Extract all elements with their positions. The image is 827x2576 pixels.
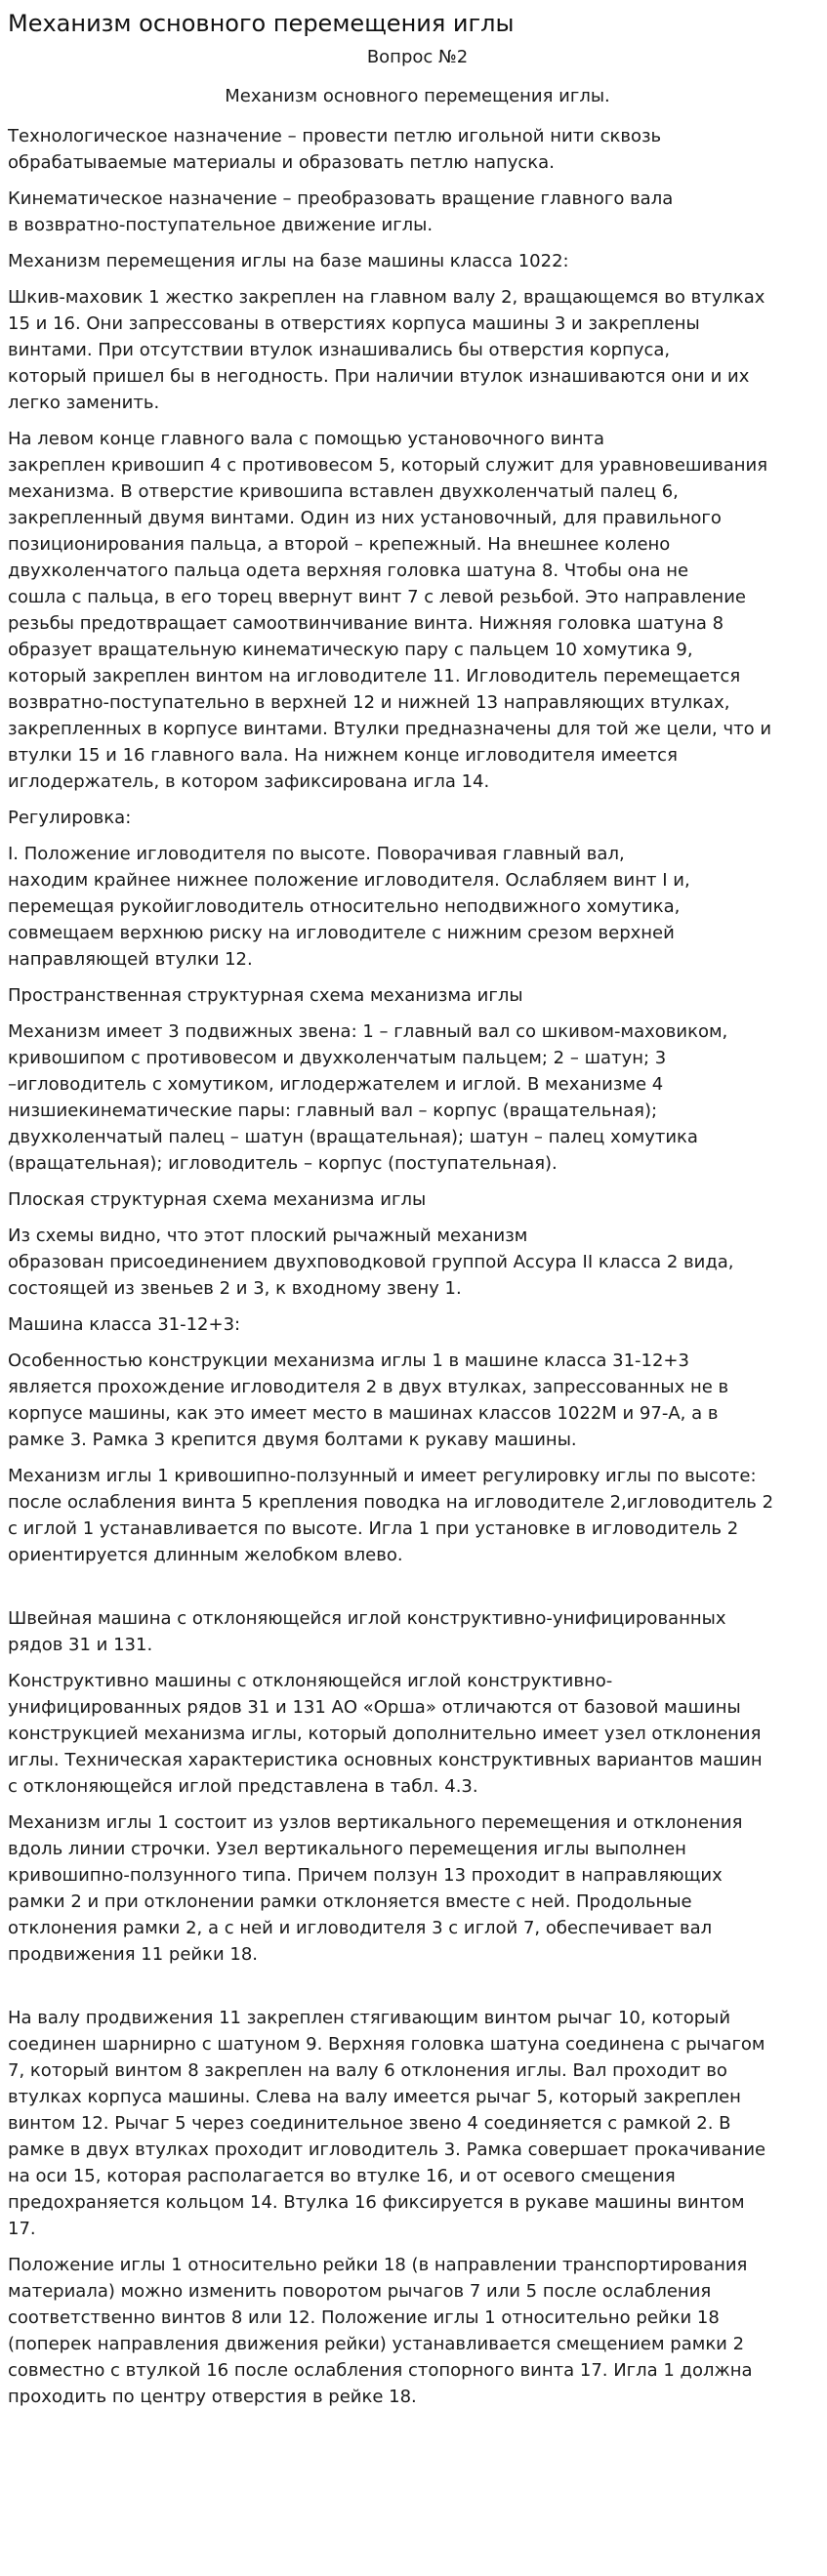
paragraph-heading: Пространственная структурная схема механизма иглы [8,985,523,1006]
paragraph: Технологическое назначение – провести петлю игольной нити сквозь обрабатываемые материалы и образовать петлю напуска. [8,126,662,173]
paragraph: Кинематическое назначение – преобразовать вращение главного вала в возвратно-поступательное движение иглы. [8,188,674,235]
paragraph: Механизм имеет 3 подвижных звена: 1 – главный вал со шкивом-маховиком, кривошипом с противовесом и двухколенчатым пальцем; 2 – шатун; 3 –игловодитель с хомутиком, иглодержателем и иглой. В механизме 4 низшиекинематические пары: главный вал – корпус (вращательная); двухколенчатый палец – шатун (вращательная); шатун – палец хомутика (вращательная); игловодитель – корпус (поступательная). [8,1021,728,1174]
paragraph: Швейная машина с отклоняющейся иглой конструктивно-унифицированных рядов 31 и 131. [8,1608,726,1655]
paragraph: Положение иглы 1 относительно рейки 18 (в направлении транспортирования материала) можно изменить поворотом рычагов 7 или 5 после ослабления соответственно винтов 8 или 12. Положение иглы 1 относительно рейки 18 (поперек направления движения рейки) устанавливается смещением рамки 2 совместно с втулкой 16 после ослабления стопорного винта 17. Игла 1 должна проходить по центру отверстия в рейке 18. [8,2255,753,2407]
paragraph: Механизм иглы 1 кривошипно-ползунный и имеет регулировку иглы по высоте: после ослабления винта 5 крепления поводка на игловодителе 2,игловодитель 2 с иглой 1 устанавливается по высоте. Игла 1 при установке в игловодитель 2 ориентируется длинным желобком влево. [8,1466,774,1565]
paragraph: Из схемы видно, что этот плоский рычажный механизм образован присоединением двухповодковой группой Ассура II класса 2 вида, состоящей из звеньев 2 и 3, к входному звену 1. [8,1226,734,1299]
section-title: Механизм основного перемещения иглы. [225,86,610,106]
section-3 [8,2005,827,2410]
section-2 [8,1605,827,1968]
paragraph: На левом конце главного вала с помощью установочного винта закреплен кривошип 4 с противовесом 5, который служит для уравновешивания механизма. В отверстие кривошипа вставлен двухколенчатый палец 6, закрепленный двумя винтами. Один из них установочный, для правильного позиционирования пальца, а второй – крепежный. На внешнее колено двухколенчатого пальца одета верхняя головка шатуна 8. Чтобы она не сошла с пальца, в его торец ввернут винт 7 с левой резьбой. Это направление резьбы предотвращает самоотвинчивание винта. Нижняя головка шатуна 8 образует вращательную кинематическую пару с пальцем 10 хомутика 9, который закреплен винтом на игловодителе 11. Игловодитель перемещается возвратно-поступательно в верхней 12 и нижней 13 направляющих втулках, закрепленных в корпусе винтами. Втулки предназначены для той же цели, что и втулки 15 и 16 главного вала. На нижнем конце игловодителя имеется иглодержатель, в котором зафиксирована игла 14. [8,429,772,792]
paragraph: I. Положение игловодителя по высоте. Поворачивая главный вал, находим крайнее нижнее положение игловодителя. Ослабляем винт I и, перемещая рукойигловодитель относительно неподвижного хомутика, совмещаем верхнюю риску на игловодителе с нижним срезом верхней направляющей втулки 12. [8,844,690,970]
paragraph: Особенностью конструкции механизма иглы 1 в машине класса 31-12+3 является прохождение игловодителя 2 в двух втулках, запрессованных не в корпусе машины, как это имеет место в машинах классов 1022М и 97-А, а в рамке 3. Рамка 3 крепится двумя болтами к рукаву машины. [8,1350,729,1450]
paragraph-heading: Регулировка: [8,808,132,828]
spacer [8,1977,827,2005]
paragraph: На валу продвижения 11 закреплен стягивающим винтом рычаг 10, который соединен шарнирно с шатуном 9. Верхняя головка шатуна соединена с рычагом 7, который винтом 8 закреплен на валу 6 отклонения иглы. Вал проходит во втулках корпуса машины. Слева на валу имеется рычаг 5, который закреплен винтом 12. Рычаг 5 через соединительное звено 4 соединяется с рамкой 2. В рамке в двух втулках проходит игловодитель 3. Рамка совершает прокачивание на оси 15, которая располагается во втулке 16, и от осевого смещения предохраняется кольцом 14. Втулка 16 фиксируется в рукаве машины винтом 17. [8,2008,766,2239]
paragraph: Конструктивно машины с отклоняющейся иглой конструктивно- унифицированных рядов 31 и 131 АО «Орша» отличаются от базовой машины конструкцией механизма иглы, который дополнительно имеет узел отклонения иглы. Техническая характеристика основных конструктивных вариантов машин с отклоняющейся иглой представлена в табл. 4.3. [8,1671,763,1797]
paragraph: Механизм иглы 1 состоит из узлов вертикального перемещения и отклонения вдоль линии строчки. Узел вертикального перемещения иглы выполнен кривошипно-ползунного типа. Причем ползун 13 проходит в направляющих рамки 2 и при отклонении рамки отклоняется вместе с ней. Продольные отклонения рамки 2, а с ней и игловодителя 3 с иглой 7, обеспечивает вал продвижения 11 рейки 18. [8,1812,743,1965]
page-title: Механизм основного перемещения иглы [8,10,515,37]
section-1 [8,123,827,1568]
paragraph: Шкив-маховик 1 жестко закреплен на главном валу 2, вращающемся во втулках 15 и 16. Они запрессованы в отверстиях корпуса машины 3 и закреплены винтами. При отсутствии втулок изнашивались бы отверстия корпуса, который пришел бы в негодность. При наличии втулок изнашиваются они и их легко заменить. [8,287,765,413]
paragraph-heading: Машина класса 31-12+3: [8,1314,241,1335]
paragraph-heading: Механизм перемещения иглы на базе машины класса 1022: [8,251,569,271]
spacer [8,1578,827,1605]
question-number: Вопрос №2 [366,47,469,67]
paragraph-heading: Плоская структурная схема механизма иглы [8,1189,427,1210]
